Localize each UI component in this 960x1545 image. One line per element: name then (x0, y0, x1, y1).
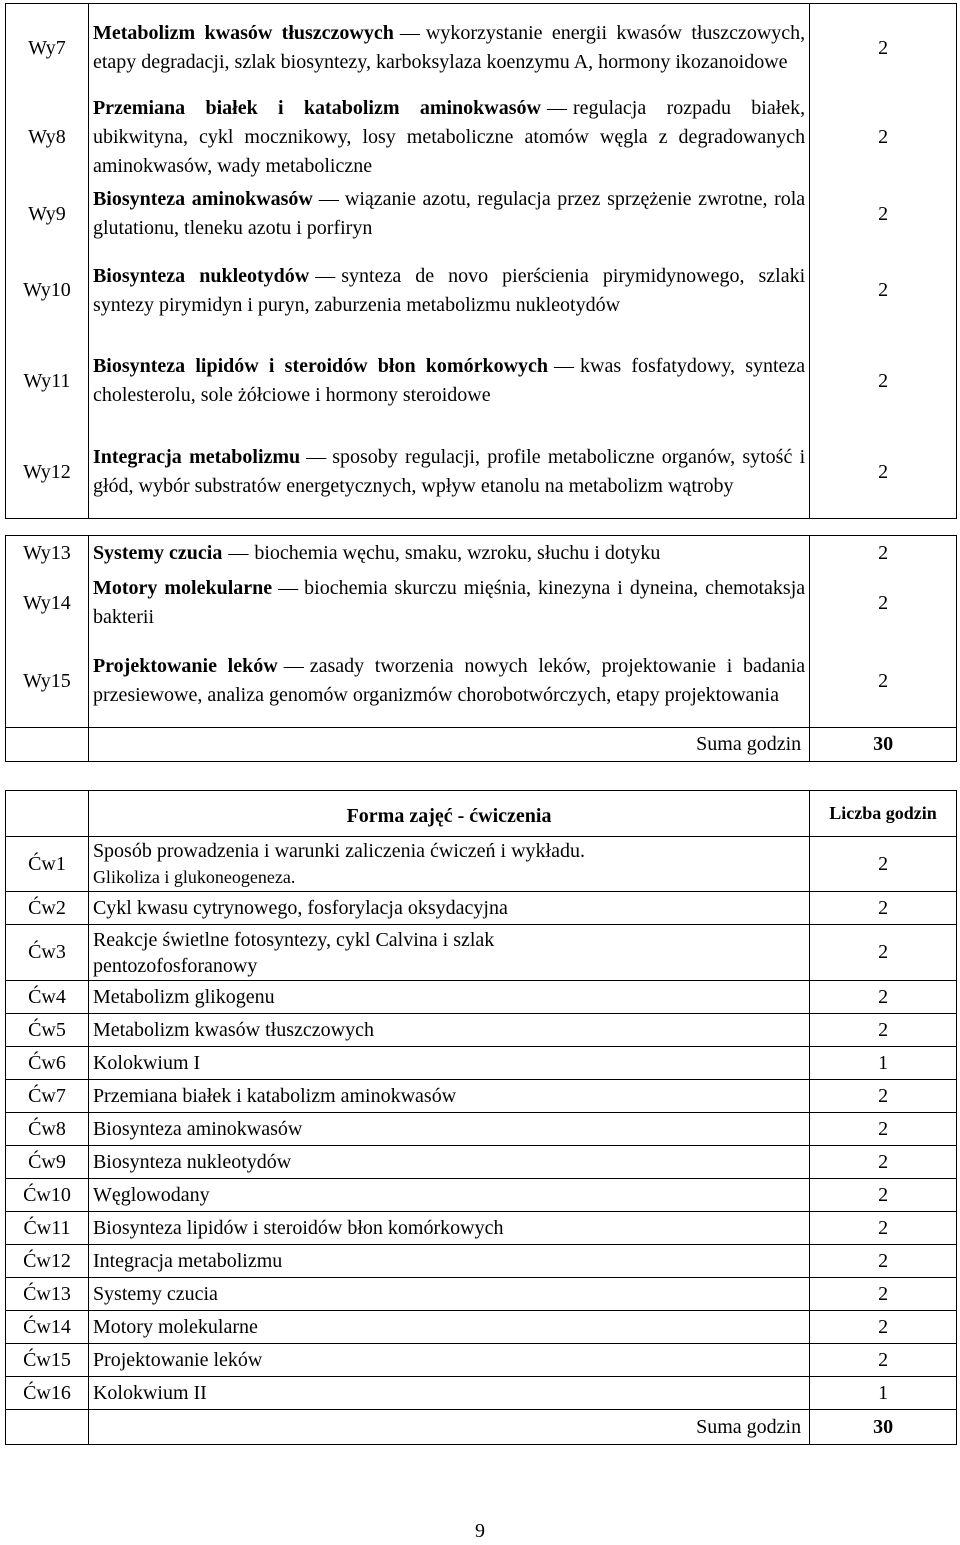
exercise-topic-line: Węglowodany (92, 1184, 210, 1206)
exercise-topic (88, 1080, 809, 1113)
dash-separator: — (278, 577, 299, 599)
exercise-topic-line: Integracja metabolizmu (92, 1250, 283, 1272)
lectures-sum-row (6, 728, 957, 762)
exercises-sum-value: 30 (810, 1410, 957, 1445)
lecture-description (88, 92, 809, 183)
lecture-code: Wy12 (6, 426, 89, 519)
exercise-row (6, 1047, 957, 1080)
exercise-topic-line: pentozofosforanowy (92, 954, 258, 977)
lecture-detail: sposoby regulacji, profile metaboliczne organów, sytość i głód, wybór substratów energetycznych, wpływ etanolu na metabolizm wątroby (92, 446, 806, 497)
exercise-code: Ćw3 (6, 925, 89, 981)
exercise-topic (88, 1311, 809, 1344)
lecture-description (88, 4, 809, 93)
exercise-topic-line: Sposób prowadzenia i warunki zaliczenia ćwiczeń i wykładu. (92, 840, 585, 862)
exercise-row (6, 1311, 957, 1344)
lecture-description (88, 183, 809, 245)
lecture-detail: regulacja rozpadu białek, ubikwityna, cykl mocznikowy, losy metaboliczne atomów węgla z degradowanych aminokwasów, wady metaboliczne (92, 97, 806, 177)
exercise-code: Ćw14 (6, 1311, 89, 1344)
exercise-hours: 2 (810, 1080, 957, 1113)
exercises-sum-row (6, 1410, 957, 1445)
exercise-hours: 2 (810, 925, 957, 981)
exercise-row (6, 925, 957, 981)
exercises-header-title: Forma zajęć - ćwiczenia (88, 791, 809, 837)
exercise-topic (88, 1047, 809, 1080)
exercise-row (6, 1146, 957, 1179)
lecture-hours: 2 (810, 183, 957, 245)
exercise-topic (88, 892, 809, 925)
lecture-row (6, 536, 957, 572)
lecture-detail: biochemia węchu, smaku, wzroku, słuchu i dotyku (254, 542, 661, 564)
exercise-code: Ćw11 (6, 1212, 89, 1245)
exercise-topic-line: Motory molekularne (92, 1316, 258, 1338)
exercises-table (5, 790, 957, 1445)
exercise-code: Ćw10 (6, 1179, 89, 1212)
lecture-detail: wiązanie azotu, regulacja przez sprzężenie zwrotne, rola glutationu, tleneku azotu i porfiryn (92, 188, 806, 239)
lecture-title: Motory molekularne (92, 577, 273, 599)
exercise-topic-line: Kolokwium I (92, 1052, 201, 1074)
exercise-topic (88, 1377, 809, 1410)
exercise-code: Ćw9 (6, 1146, 89, 1179)
exercise-hours: 2 (810, 1146, 957, 1179)
exercise-hours: 2 (810, 1311, 957, 1344)
exercise-row (6, 837, 957, 892)
lecture-title: Integracja metabolizmu (92, 446, 301, 468)
lecture-detail: wykorzystanie energii kwasów tłuszczowych, etapy degradacji, szlak biosyntezy, karboksylaza koenzymu A, hormony ikozanoidowe (92, 22, 806, 73)
ex-sum-empty-cell (6, 1410, 89, 1445)
exercise-row (6, 892, 957, 925)
lecture-code: Wy8 (6, 92, 89, 183)
exercise-row (6, 1080, 957, 1113)
exercise-row (6, 1377, 957, 1410)
exercise-code: Ćw8 (6, 1113, 89, 1146)
lecture-description (88, 336, 809, 426)
exercise-row (6, 1113, 957, 1146)
exercise-topic (88, 981, 809, 1014)
lecture-title: Metabolizm kwasów tłuszczowych (92, 22, 394, 44)
lecture-description (88, 245, 809, 336)
exercise-row (6, 1179, 957, 1212)
exercise-topic-line: Systemy czucia (92, 1283, 218, 1305)
lecture-title: Przemiana białek i katabolizm aminokwasów (92, 97, 541, 119)
exercise-code: Ćw16 (6, 1377, 89, 1410)
lecture-hours: 2 (810, 336, 957, 426)
lecture-hours: 2 (810, 571, 957, 635)
exercise-topic (88, 837, 809, 892)
lecture-description (88, 426, 809, 519)
exercise-topic-line: Przemiana białek i katabolizm aminokwasów (92, 1085, 457, 1107)
exercise-topic (88, 1113, 809, 1146)
lectures-part2-body (6, 536, 957, 728)
dash-separator: — (283, 655, 304, 677)
exercise-topic-line: Biosynteza aminokwasów (92, 1118, 303, 1140)
dash-separator: — (228, 542, 249, 564)
exercise-hours: 1 (810, 1047, 957, 1080)
exercises-header-hours: Liczba godzin (810, 791, 957, 837)
exercise-hours: 2 (810, 981, 957, 1014)
exercise-hours: 2 (810, 837, 957, 892)
exercise-topic (88, 1014, 809, 1047)
exercise-topic (88, 1344, 809, 1377)
lecture-row (6, 4, 957, 93)
exercise-hours: 2 (810, 892, 957, 925)
lectures-sum-value: 30 (810, 728, 957, 762)
exercise-topic (88, 925, 809, 981)
exercises-header-row (6, 791, 957, 837)
lectures-part1-body (6, 4, 957, 519)
dash-separator: — (315, 264, 336, 287)
lectures-sum-label: Suma godzin (88, 728, 809, 762)
lecture-code: Wy13 (6, 536, 89, 572)
sum-empty-cell (6, 728, 89, 762)
lecture-code: Wy14 (6, 571, 89, 635)
exercise-code: Ćw5 (6, 1014, 89, 1047)
exercise-hours: 2 (810, 1113, 957, 1146)
lecture-detail: synteza de novo pierścienia pirymidynowego, szlaki syntezy pirymidyn i puryn, zaburzenia metabolizmu nukleotydów (92, 264, 806, 316)
exercise-code: Ćw13 (6, 1278, 89, 1311)
lecture-row (6, 336, 957, 426)
dash-separator: — (554, 355, 575, 377)
lecture-row (6, 183, 957, 245)
lecture-code: Wy10 (6, 245, 89, 336)
lectures-table-part2 (5, 535, 957, 762)
exercises-body (6, 837, 957, 1410)
exercise-code: Ćw12 (6, 1245, 89, 1278)
exercise-topic (88, 1212, 809, 1245)
exercise-topic (88, 1278, 809, 1311)
exercise-row (6, 1245, 957, 1278)
lecture-hours: 2 (810, 92, 957, 183)
lecture-hours: 2 (810, 245, 957, 336)
exercise-topic (88, 1245, 809, 1278)
exercise-code: Ćw2 (6, 892, 89, 925)
lecture-code: Wy9 (6, 183, 89, 245)
lecture-row (6, 92, 957, 183)
exercise-row (6, 1014, 957, 1047)
lecture-description (88, 571, 809, 635)
exercise-hours: 2 (810, 1014, 957, 1047)
exercise-hours: 1 (810, 1377, 957, 1410)
lecture-hours: 2 (810, 4, 957, 93)
exercise-topic-line: Reakcje świetlne fotosyntezy, cykl Calvina i szlak (92, 928, 495, 951)
dash-separator: — (546, 97, 567, 119)
lecture-title: Biosynteza lipidów i steroidów błon komórkowych (92, 355, 549, 377)
exercise-topic-line: Projektowanie leków (92, 1349, 263, 1371)
lecture-title: Biosynteza aminokwasów (92, 188, 313, 210)
exercise-hours: 2 (810, 1245, 957, 1278)
lecture-description (88, 635, 809, 728)
exercise-hours: 2 (810, 1344, 957, 1377)
lectures-table-part1 (5, 3, 957, 519)
exercise-code: Ćw6 (6, 1047, 89, 1080)
exercise-hours: 2 (810, 1278, 957, 1311)
exercise-row (6, 1344, 957, 1377)
exercise-topic-line: Glikoliza i glukoneogeneza. (92, 867, 296, 887)
lecture-detail: kwas fosfatydowy, synteza cholesterolu, sole żółciowe i hormony steroidowe (92, 355, 806, 406)
exercise-topic-line: Metabolizm kwasów tłuszczowych (92, 1019, 374, 1041)
lecture-row (6, 571, 957, 635)
exercise-code: Ćw4 (6, 981, 89, 1014)
exercise-row (6, 981, 957, 1014)
lecture-row (6, 245, 957, 336)
exercise-code: Ćw7 (6, 1080, 89, 1113)
lecture-code: Wy11 (6, 336, 89, 426)
exercise-row (6, 1212, 957, 1245)
exercise-topic-line: Biosynteza lipidów i steroidów błon komórkowych (92, 1217, 504, 1239)
exercise-topic-line: Cykl kwasu cytrynowego, fosforylacja oksydacyjna (92, 897, 508, 919)
lecture-detail: biochemia skurczu mięśnia, kinezyna i dyneina, chemotaksja bakterii (92, 577, 806, 628)
exercise-topic-line: Kolokwium II (92, 1382, 207, 1404)
lecture-hours: 2 (810, 426, 957, 519)
lecture-row (6, 635, 957, 728)
page-number: 9 (475, 1520, 485, 1542)
lecture-hours: 2 (810, 635, 957, 728)
exercise-topic (88, 1146, 809, 1179)
lecture-hours: 2 (810, 536, 957, 572)
exercise-hours: 2 (810, 1212, 957, 1245)
lecture-code: Wy15 (6, 635, 89, 728)
lecture-detail: zasady tworzenia nowych leków, projektowanie i badania przesiewowe, analiza genomów organizmów chorobotwórczych, etapy projektowania (92, 655, 806, 706)
exercise-row (6, 1278, 957, 1311)
exercise-topic-line: Biosynteza nukleotydów (92, 1151, 292, 1173)
lecture-title: Projektowanie leków (92, 655, 278, 677)
exercise-code: Ćw1 (6, 837, 89, 892)
lecture-description (88, 536, 809, 572)
header-empty-cell (6, 791, 89, 837)
lecture-code: Wy7 (6, 4, 89, 93)
exercise-topic-line: Metabolizm glikogenu (92, 986, 275, 1008)
dash-separator: — (318, 188, 339, 210)
exercise-topic (88, 1179, 809, 1212)
lecture-title: Biosynteza nukleotydów (92, 264, 310, 287)
exercise-hours: 2 (810, 1179, 957, 1212)
dash-separator: — (306, 446, 327, 468)
exercise-code: Ćw15 (6, 1344, 89, 1377)
dash-separator: — (399, 22, 420, 44)
lecture-title: Systemy czucia (92, 542, 223, 564)
lecture-row (6, 426, 957, 519)
exercises-sum-label: Suma godzin (88, 1410, 809, 1445)
